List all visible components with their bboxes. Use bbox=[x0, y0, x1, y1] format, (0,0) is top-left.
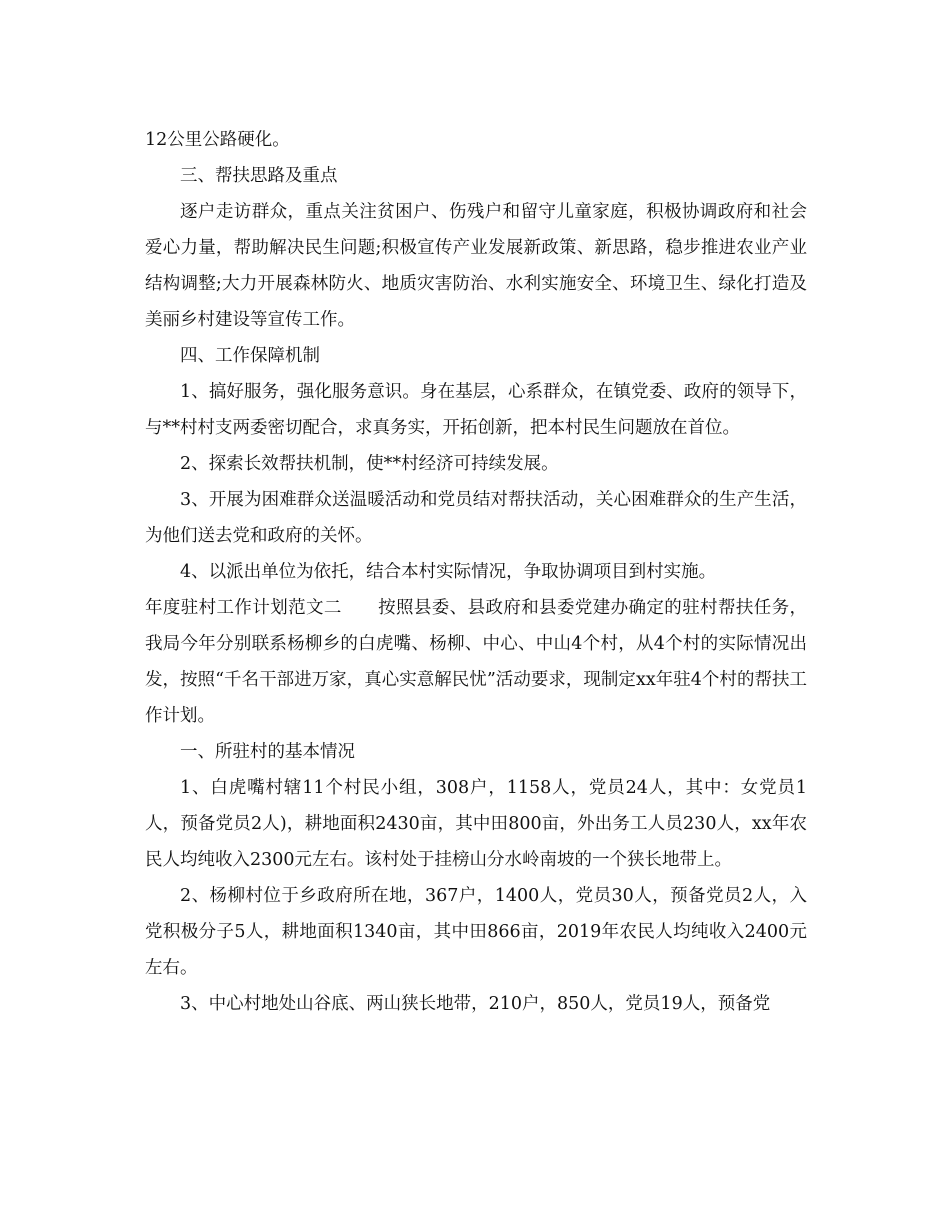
paragraph-yangliu-village: 2、杨柳村位于乡政府所在地，367户，1400人，党员30人，预备党员2人，入党积极分子5人，耕地面积1340亩，其中田866亩，2019年农民人均纯收入2400元左右。 bbox=[145, 886, 807, 978]
section-two-title: 年度驻村工作计划范文二 bbox=[145, 598, 342, 618]
section-two-body: 按照县委、县政府和县委党建办确定的驻村帮扶任务，我局今年分别联系杨柳乡的白虎嘴、杨柳、中心、中山4个村，从4个村的实际情况出发，按照“千名干部进万家，真心实意解民忧”活动要求，现制定xx年驻4个村的帮扶工作计划。 bbox=[145, 598, 808, 726]
paragraph-road-hardening: 12公里公路硬化。 bbox=[145, 130, 290, 150]
paragraph-guarantee-1: 1、搞好服务，强化服务意识。身在基层，心系群众，在镇党委、政府的领导下，与**村村支两委密切配合，求真务实，开拓创新，把本村民生问题放在首位。 bbox=[145, 382, 807, 438]
paragraph-guarantee-2: 2、探索长效帮扶机制，使**村经济可持续发展。 bbox=[180, 454, 559, 474]
paragraph-support-ideas: 逐户走访群众，重点关注贫困户、伤残户和留守儿童家庭，积极协调政府和社会爱心力量，帮助解决民生问题;积极宣传产业发展新政策、新思路，稳步推进农业产业结构调整;大力开展森林防火、地质灾害防治、水利实施安全、环境卫生、绿化打造及美丽乡村建设等宣传工作。 bbox=[145, 202, 807, 330]
paragraph-guarantee-3: 3、开展为困难群众送温暖活动和党员结对帮扶活动，关心困难群众的生产生活，为他们送去党和政府的关怀。 bbox=[145, 490, 807, 546]
paragraph-zhongxin-village: 3、中心村地处山谷底、两山狭长地带，210户，850人，党员19人，预备党 bbox=[180, 994, 771, 1014]
document-page bbox=[145, 122, 807, 1022]
paragraph-baihuzui-village: 1、白虎嘴村辖11个村民小组，308户，1158人，党员24人，其中：女党员1人，预备党员2人)，耕地面积2430亩，其中田800亩，外出务工人员230人，xx年农民人均纯收入2300元左右。该村处于挂榜山分水岭南坡的一个狭长地带上。 bbox=[145, 778, 807, 870]
heading-support-ideas: 三、帮扶思路及重点 bbox=[180, 166, 338, 186]
heading-basic-info: 一、所驻村的基本情况 bbox=[180, 742, 355, 762]
heading-work-guarantee: 四、工作保障机制 bbox=[180, 346, 320, 366]
section-two-paragraph bbox=[145, 590, 807, 734]
paragraph-guarantee-4: 4、以派出单位为依托，结合本村实际情况，争取协调项目到村实施。 bbox=[180, 562, 717, 582]
